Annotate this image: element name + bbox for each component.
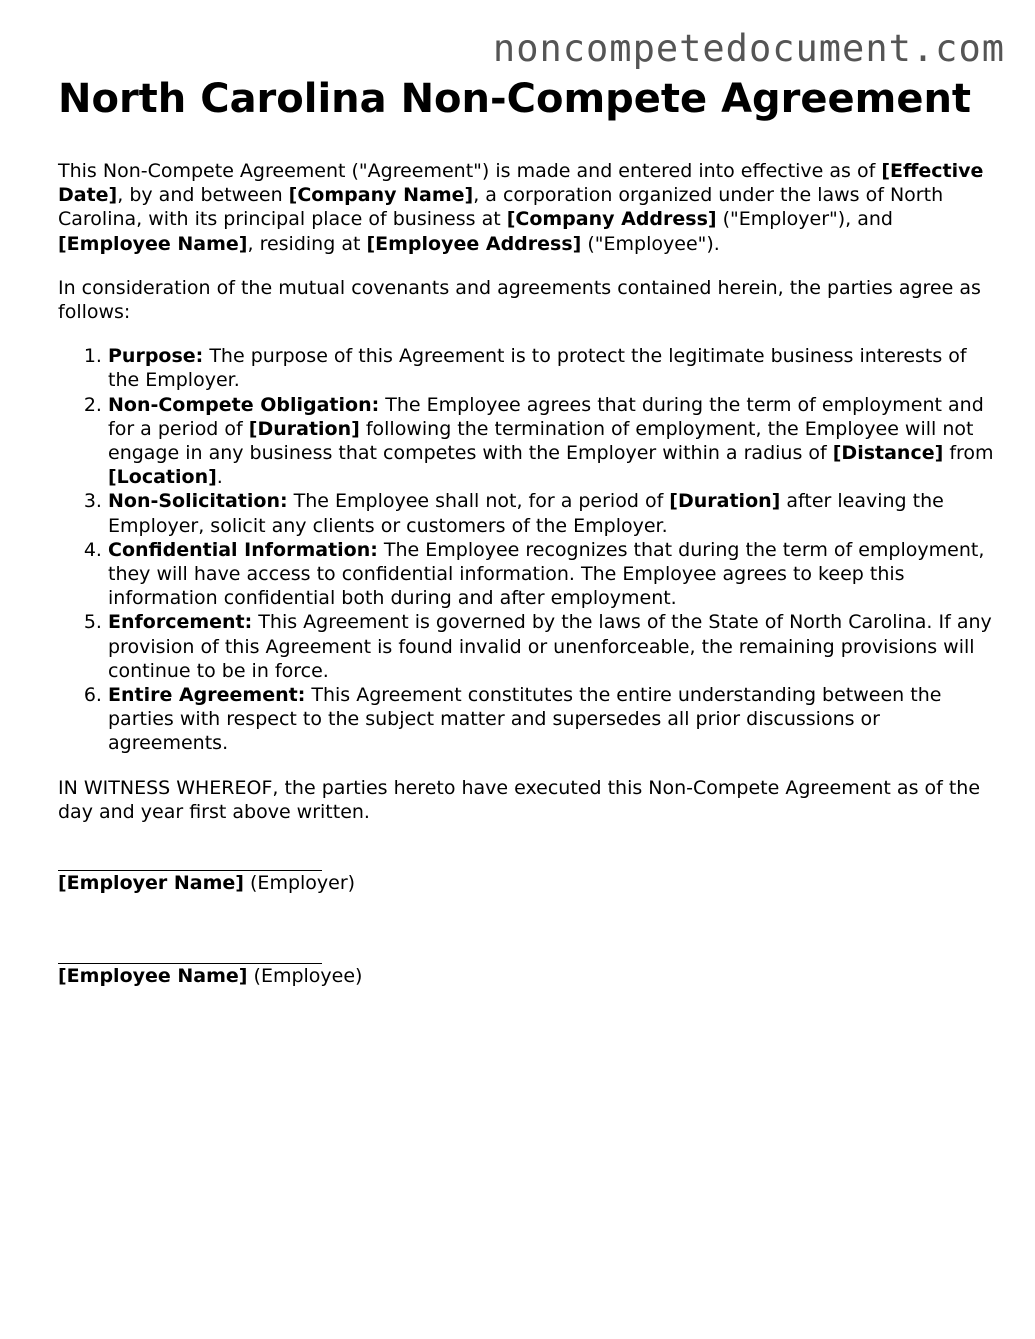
intro-paragraph <box>58 159 998 256</box>
employee-signature-label <box>58 964 998 988</box>
company-name-placeholder: [Company Name] <box>288 184 474 207</box>
employer-signature-line <box>58 846 322 871</box>
intro-text-1: This Non-Compete Agreement ("Agreement") is made and entered into effective as of <box>58 160 882 182</box>
employee-signature-line <box>58 939 322 964</box>
clause-text: following the termination of employment, the Employee will not engage in any business that competes with the Employer within a radius of <box>108 417 974 465</box>
location-placeholder: [Location] <box>108 466 217 489</box>
effective-date-placeholder: [Effective Date] <box>58 160 984 207</box>
clause-text: The Employee recognizes that during the term of employment, they will have access to confidential information. The Employee agrees to keep this information confidential both during and after employment. <box>108 538 985 610</box>
intro-text-6: ("Employee"). <box>581 232 720 255</box>
duration-placeholder: [Duration] <box>669 490 781 513</box>
clause-text: This Agreement constitutes the entire understanding between the parties with respect to the subject matter and supersedes all prior discussions or agreements. <box>108 684 942 755</box>
employee-name-signature-placeholder: [Employee Name] <box>58 965 248 988</box>
clause-non-solicitation <box>108 489 998 537</box>
employer-signature-label <box>58 871 998 895</box>
site-watermark: noncompetedocument.com <box>492 27 1005 70</box>
employee-name-placeholder: [Employee Name] <box>58 232 248 255</box>
clause-heading: Non-Compete Obligation: <box>108 393 380 416</box>
employee-role: (Employee) <box>247 965 363 988</box>
employee-address-placeholder: [Employee Address] <box>366 232 582 255</box>
clause-enforcement <box>108 610 998 683</box>
clause-text: . <box>216 466 223 489</box>
intro-text-2: , by and between <box>117 184 289 207</box>
clause-text: after leaving the Employer, solicit any clients or customers of the Employer. <box>108 490 944 537</box>
employer-name-placeholder: [Employer Name] <box>58 872 244 895</box>
clause-text: The Employee agrees that during the term of employment and for a period of <box>108 393 984 440</box>
clause-text: This Agreement is governed by the laws of the State of North Carolina. If any provision of this Agreement is found invalid or unenforceable, the remaining provisions will continue to be in force. <box>108 611 992 682</box>
clause-text: The purpose of this Agreement is to protect the legitimate business interests of the Employer. <box>108 345 967 392</box>
duration-placeholder: [Duration] <box>248 417 360 440</box>
clause-entire-agreement <box>108 683 998 756</box>
company-address-placeholder: [Company Address] <box>506 208 717 231</box>
clause-confidential-information <box>108 538 998 611</box>
employer-role: (Employer) <box>243 872 356 895</box>
clause-heading: Entire Agreement: <box>108 684 306 707</box>
clause-heading: Non-Solicitation: <box>108 490 288 513</box>
clause-heading: Confidential Information: <box>108 538 378 561</box>
clause-purpose <box>108 344 998 392</box>
signature-spacer <box>58 895 998 939</box>
clause-heading: Purpose: <box>108 345 204 368</box>
witness-paragraph: IN WITNESS WHEREOF, the parties hereto have executed this Non-Compete Agreement as of the day and year first above written. <box>58 776 981 823</box>
document-page <box>58 75 998 988</box>
intro-text-3: , a corporation organized under the laws of North Carolina, with its principal place of business at <box>58 184 944 231</box>
signature-block <box>58 846 998 988</box>
document-title: North Carolina Non-Compete Agreement <box>58 76 972 122</box>
clause-heading: Enforcement: <box>108 611 253 634</box>
clause-text: The Employee shall not, for a period of <box>287 490 670 513</box>
consideration-paragraph: In consideration of the mutual covenants and agreements contained herein, the parties agree as follows: <box>58 276 981 324</box>
clause-non-compete <box>108 393 998 490</box>
intro-text-5: , residing at <box>247 232 367 255</box>
distance-placeholder: [Distance] <box>832 442 944 465</box>
clause-list <box>58 344 998 755</box>
intro-text-4: ("Employer"), and <box>716 208 893 231</box>
clause-text: from <box>943 442 994 465</box>
